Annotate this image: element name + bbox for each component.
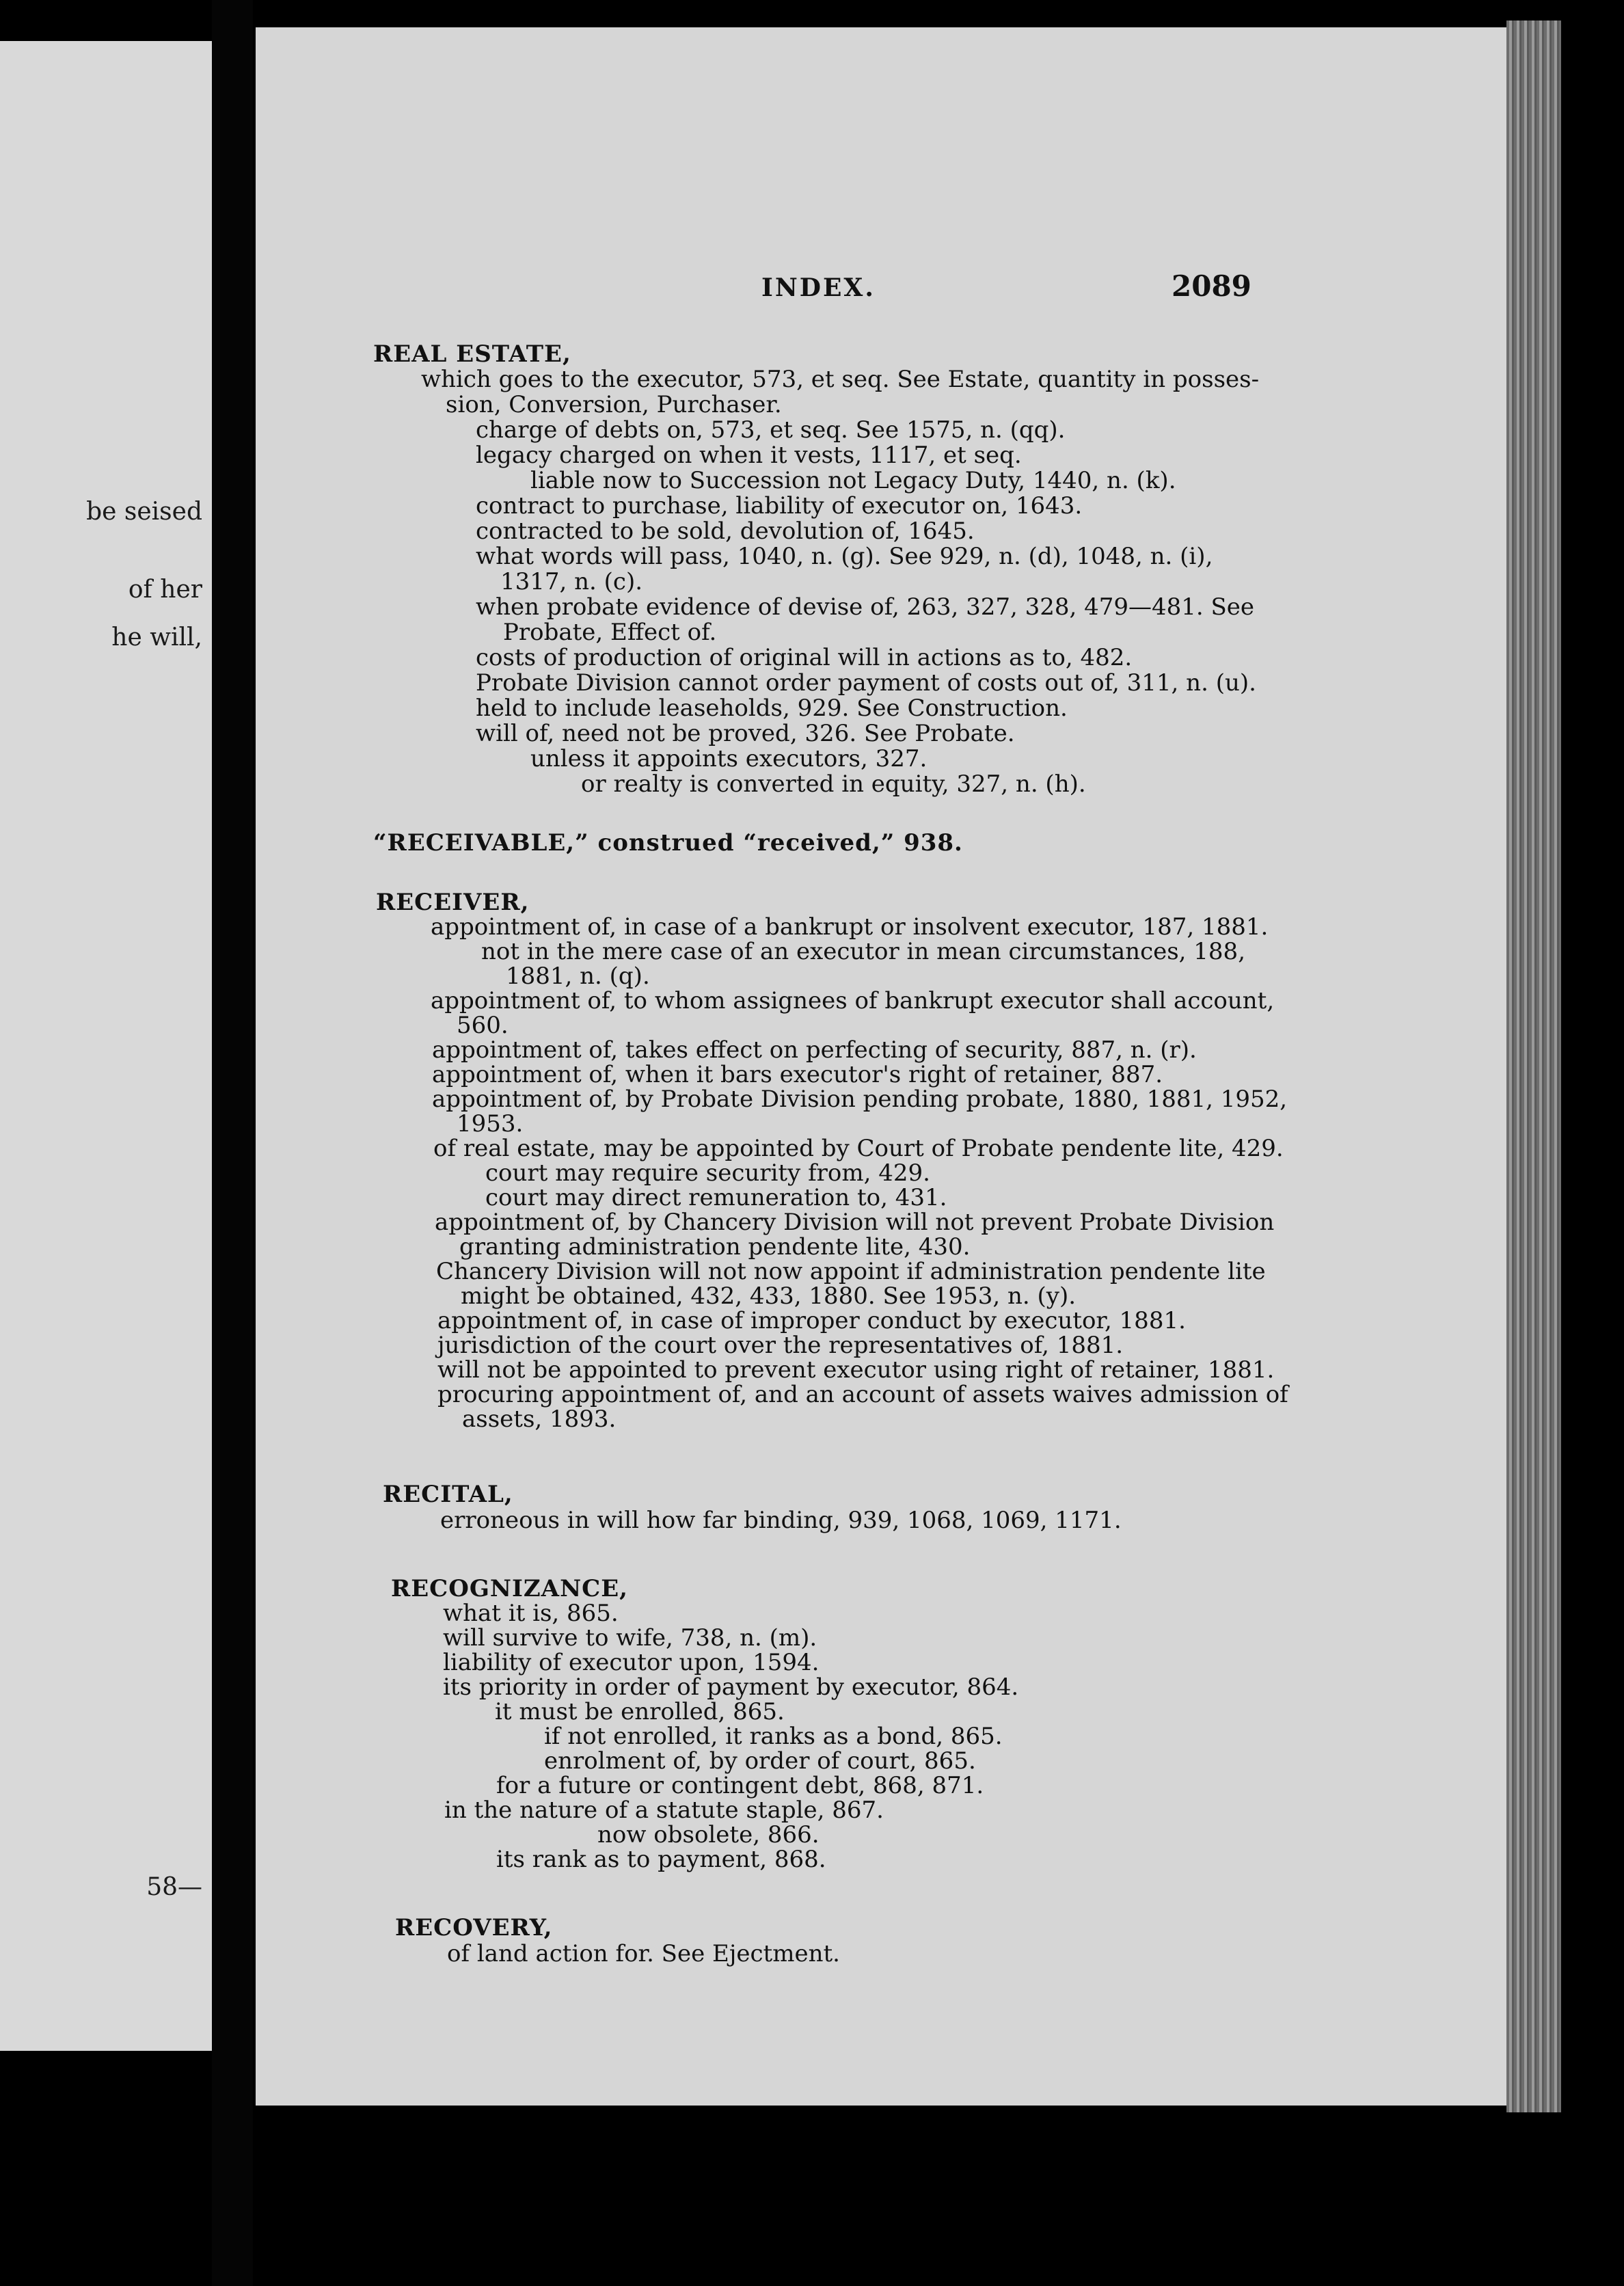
index-entry: court may direct remuneration to, 431. [485, 1184, 947, 1211]
index-entry: contract to purchase, liability of executor on, 1643. [476, 492, 1083, 520]
index-entry: held to include leaseholds, 929. See Construction. [476, 695, 1068, 722]
page-header [256, 269, 1506, 314]
index-entry: 1953. [457, 1110, 524, 1138]
index-entry: liability of executor upon, 1594. [443, 1649, 820, 1676]
index-entry: will not be appointed to prevent executor using right of retainer, 1881. [437, 1356, 1275, 1384]
index-headword: RECOGNIZANCE, [391, 1575, 628, 1602]
index-entry: costs of production of original will in actions as to, 482. [476, 644, 1133, 671]
index-entry: will of, need not be proved, 326. See Probate. [476, 720, 1015, 747]
index-entry: sion, Conversion, Purchaser. [446, 391, 782, 418]
facing-page-text: be seised [86, 498, 202, 526]
index-entry: in the nature of a statute staple, 867. [444, 1797, 884, 1824]
index-entry: of real estate, may be appointed by Court of Probate pendente lite, 429. [433, 1135, 1284, 1162]
index-entry: will survive to wife, 738, n. (m). [443, 1624, 817, 1652]
index-entry: Probate Division cannot order payment of costs out of, 311, n. (u). [476, 669, 1256, 697]
index-entry: when probate evidence of devise of, 263, 327, 328, 479—481. See [476, 593, 1255, 621]
index-entry: appointment of, by Probate Division pending probate, 1880, 1881, 1952, [432, 1086, 1288, 1113]
index-entry: now obsolete, 866. [597, 1821, 820, 1848]
index-entry: what words will pass, 1040, n. (g). See 929, n. (d), 1048, n. (i), [476, 543, 1213, 570]
index-entry: if not enrolled, it ranks as a bond, 865. [544, 1723, 1003, 1750]
index-entry: or realty is converted in equity, 327, n. (h). [581, 770, 1086, 798]
index-entry: appointment of, in case of improper conduct by executor, 1881. [437, 1307, 1186, 1334]
book-gutter [212, 0, 253, 2286]
index-entry: Chancery Division will not now appoint if administration pendente lite [436, 1258, 1266, 1285]
index-entry: procuring appointment of, and an account of assets waives admission of [437, 1381, 1288, 1408]
index-entry: jurisdiction of the court over the representatives of, 1881. [437, 1332, 1124, 1359]
index-entry: it must be enrolled, 865. [495, 1698, 785, 1725]
index-entry: which goes to the executor, 573, et seq. See Estate, quantity in posses- [421, 366, 1260, 393]
running-head: INDEX. [761, 273, 876, 302]
index-entry: not in the mere case of an executor in mean circumstances, 188, [481, 938, 1245, 965]
index-headword: REAL ESTATE, [373, 340, 571, 368]
index-entry: of land action for. See Ejectment. [447, 1940, 840, 1967]
index-entry: 560. [457, 1012, 509, 1039]
facing-page-text: 58— [146, 1873, 202, 1901]
index-headword: RECEIVER, [376, 889, 530, 916]
index-entry: 1881, n. (q). [506, 963, 650, 990]
index-headword: RECITAL, [383, 1481, 513, 1508]
facing-page-text: he will, [111, 623, 202, 651]
index-entry: court may require security from, 429. [485, 1159, 930, 1187]
index-entry: granting administration pendente lite, 430. [459, 1233, 971, 1261]
index-headword: RECOVERY, [395, 1914, 553, 1941]
index-entry: enrolment of, by order of court, 865. [544, 1747, 976, 1775]
index-entry: for a future or contingent debt, 868, 871. [496, 1772, 984, 1799]
index-entry: its priority in order of payment by executor, 864. [443, 1673, 1019, 1701]
index-entry: appointment of, to whom assignees of bankrupt executor shall account, [431, 987, 1275, 1014]
index-entry: liable now to Succession not Legacy Duty, 1440, n. (k). [530, 467, 1176, 494]
index-entry: contracted to be sold, devolution of, 1645. [476, 517, 975, 545]
index-entry: 1317, n. (c). [500, 568, 643, 595]
index-entry: erroneous in will how far binding, 939, 1068, 1069, 1171. [440, 1507, 1122, 1534]
index-entry: unless it appoints executors, 327. [530, 745, 928, 772]
index-entry: legacy charged on when it vests, 1117, et seq. [476, 442, 1022, 469]
index-entry: appointment of, when it bars executor's right of retainer, 887. [432, 1061, 1163, 1088]
index-entry: what it is, 865. [443, 1600, 619, 1627]
index-entry: might be obtained, 432, 433, 1880. See 1953, n. (y). [461, 1282, 1077, 1310]
page-edges [1506, 21, 1561, 2112]
index-entry: appointment of, takes effect on perfecting of security, 887, n. (r). [432, 1036, 1197, 1064]
index-entry: its rank as to payment, 868. [496, 1846, 826, 1873]
index-entry: charge of debts on, 573, et seq. See 1575, n. (qq). [476, 416, 1066, 444]
index-entry: appointment of, by Chancery Division will not prevent Probate Division [435, 1209, 1275, 1236]
index-entry: appointment of, in case of a bankrupt or insolvent executor, 187, 1881. [431, 913, 1269, 941]
facing-page-fragment [0, 41, 212, 2051]
page-number: 2089 [1172, 269, 1251, 303]
index-entry: assets, 1893. [462, 1406, 617, 1433]
index-entry: Probate, Effect of. [503, 619, 717, 646]
index-headword: “RECEIVABLE,” construed “received,” 938. [373, 829, 963, 857]
facing-page-text: of her [128, 576, 202, 604]
